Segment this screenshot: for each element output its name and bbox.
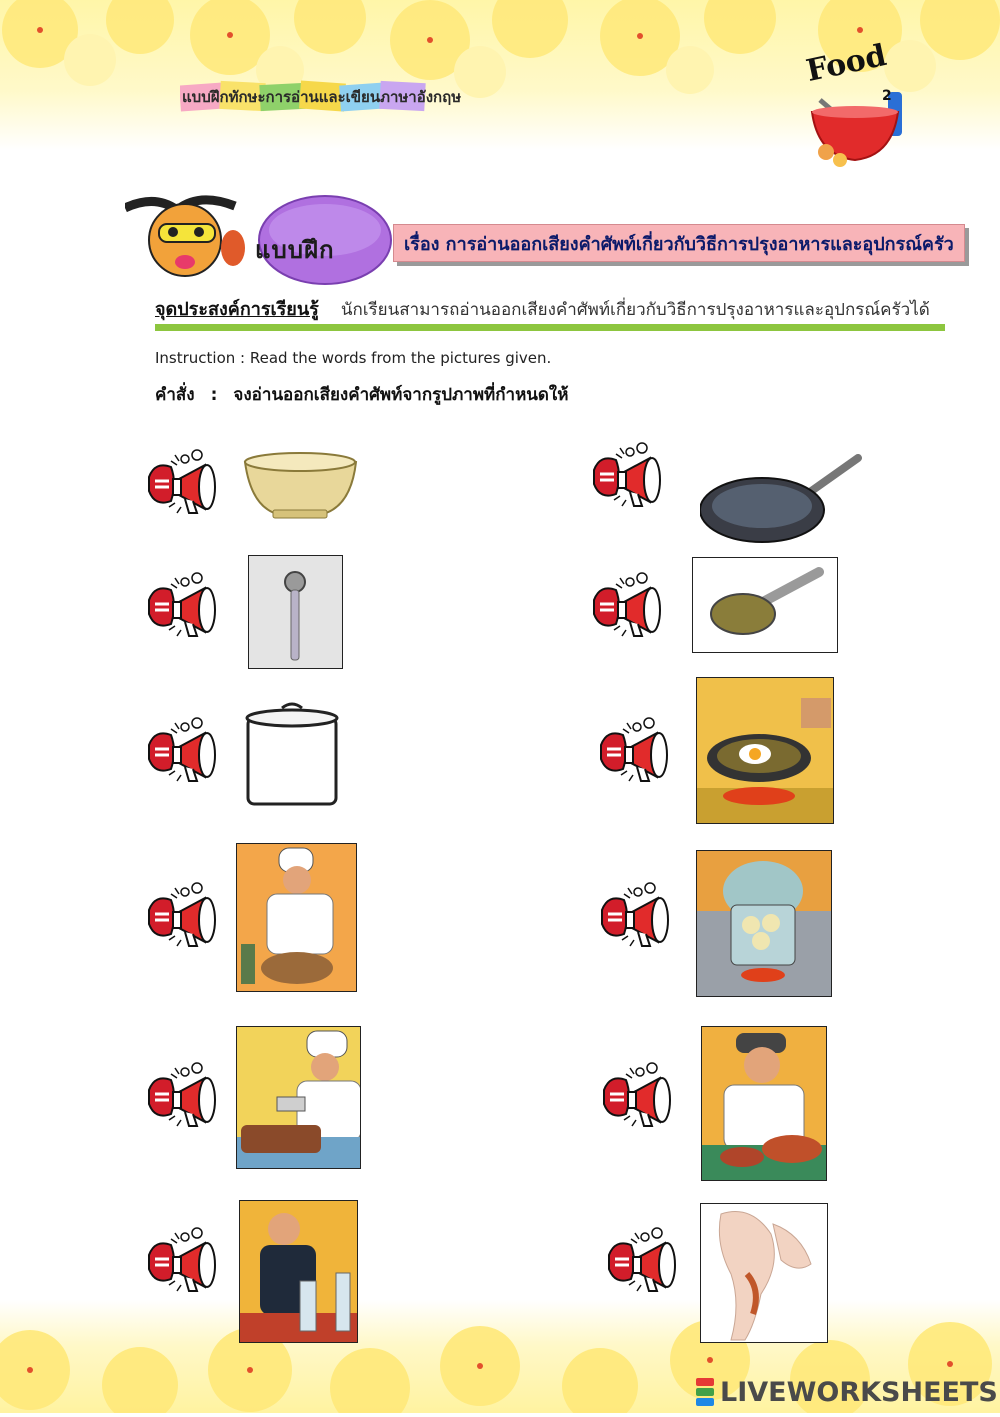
boil-picture (696, 850, 832, 997)
pronounce-speaker-icon[interactable] (590, 570, 670, 644)
pronounce-speaker-icon[interactable] (590, 440, 670, 514)
cook-scene (702, 1027, 827, 1181)
logo-number: 2 (882, 88, 892, 104)
liveworksheets-logo (696, 1374, 998, 1410)
bowl-picture (243, 448, 358, 520)
chef-chopping-picture (236, 1026, 361, 1169)
cook-cutting-meat-picture (701, 1026, 827, 1181)
liveworksheets-mark-icon (696, 1377, 714, 1407)
mascot-header (125, 190, 395, 290)
logo-word: Food (803, 37, 890, 90)
spoon-icon (249, 556, 343, 669)
pronounce-speaker-icon[interactable] (145, 1225, 225, 1299)
objective-text: นักเรียนสามารถอ่านออกเสียงคำศัพท์เกี่ยวกับวิธีการปรุงอาหารและอุปกรณ์ครัวได้ (340, 300, 930, 320)
instruction-label: คำสั่ง (155, 385, 195, 405)
frying-pan-picture (700, 452, 862, 552)
fry-egg-picture (696, 677, 834, 824)
mark-segment (696, 1398, 714, 1406)
banner-title: แบบฝึกทักษะการอ่านและเขียนภาษาอังกฤษ (182, 88, 462, 106)
pronounce-speaker-icon[interactable] (145, 880, 225, 954)
mark-segment (696, 1378, 714, 1386)
pronounce-speaker-icon[interactable] (605, 1225, 685, 1299)
instruction-text: จงอ่านออกเสียงคำศัพท์จากรูปภาพที่กำหนดให้ (233, 385, 569, 405)
objective-label: จุดประสงค์การเรียนรู้ (155, 299, 319, 320)
cooking-scene (697, 678, 834, 824)
pronounce-speaker-icon[interactable] (145, 447, 225, 521)
boiling-pot-scene (697, 851, 832, 997)
pronounce-speaker-icon[interactable] (598, 880, 678, 954)
objective-row (155, 294, 945, 324)
divider-line (155, 324, 945, 331)
instruction-separator: : (210, 385, 218, 405)
mark-segment (696, 1388, 714, 1396)
ladle-spoon-picture (692, 557, 838, 653)
food-logo (800, 37, 920, 170)
chef-scene (237, 1027, 361, 1169)
man-pouring-picture (239, 1200, 358, 1343)
instruction-english: Instruction : Read the words from the pictures given. (155, 349, 552, 367)
pronounce-speaker-icon[interactable] (145, 715, 225, 789)
mixing-bowl-icon (800, 37, 920, 170)
measuring-spoon-picture (248, 555, 343, 669)
peel-shrimp-picture (700, 1203, 828, 1343)
topic-box: เรื่อง การอ่านออกเสียงคำศัพท์เกี่ยวกับวิธีการปรุงอาหารและอุปกรณ์ครัว (393, 224, 965, 262)
chef-mixing-picture (236, 843, 357, 992)
pot-picture (242, 700, 339, 808)
pronounce-speaker-icon[interactable] (145, 1060, 225, 1134)
practice-label: แบบฝึก (255, 236, 335, 264)
chef-scene (237, 844, 357, 992)
brand-text: LIVEWORKSHEETS (720, 1376, 998, 1408)
spoon-icon (693, 558, 838, 653)
peeling-scene (701, 1204, 828, 1343)
pronounce-speaker-icon[interactable] (145, 570, 225, 644)
pouring-scene (240, 1201, 358, 1343)
pronounce-speaker-icon[interactable] (597, 715, 677, 789)
pronounce-speaker-icon[interactable] (600, 1060, 680, 1134)
instruction-thai (155, 381, 568, 408)
